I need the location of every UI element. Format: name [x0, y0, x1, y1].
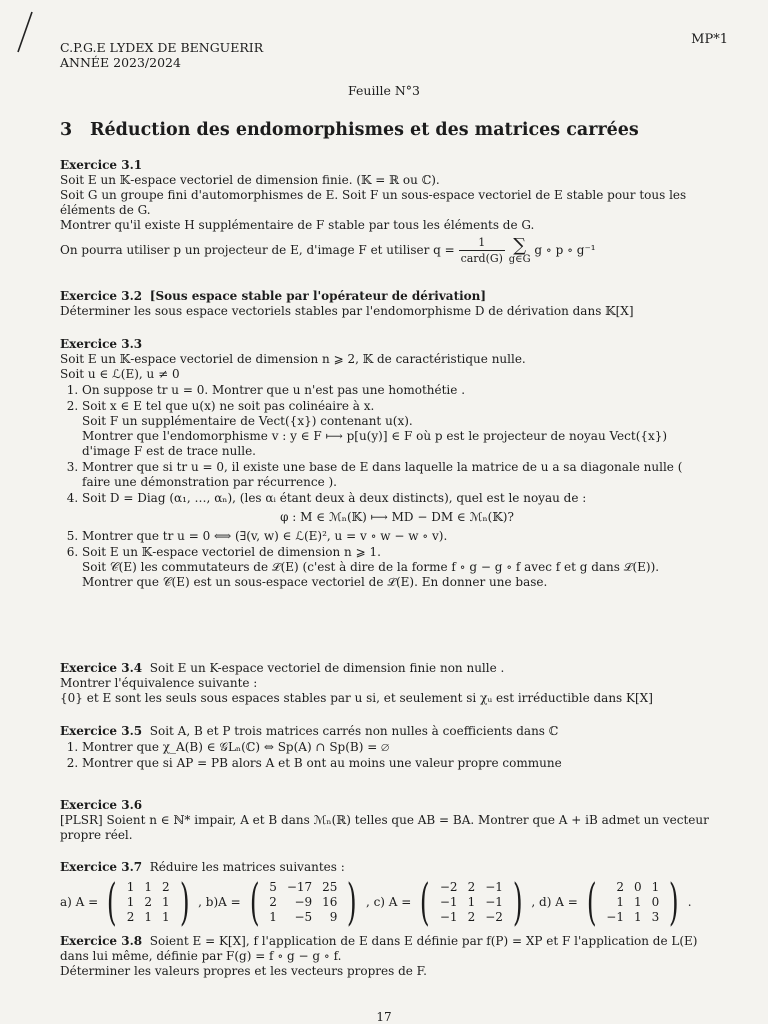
exercise-3-2: [60, 289, 712, 319]
matrix-cell: 1: [144, 879, 152, 894]
matrix: ( −2 2 −1 −1 1 −1 −1 2 −2 ): [420, 873, 523, 931]
exercise-title: Exercice 3.1: [60, 158, 143, 172]
matrix-cell: 1: [126, 894, 135, 909]
exercise-title: Exercice 3.2: [60, 289, 143, 303]
matrix-cell: 2: [144, 894, 152, 909]
list-item: 2. Montrer que si AP = PB alors A et B ont au moins une valeur propre commune: [82, 756, 712, 771]
exercise-3-8: [60, 934, 712, 979]
school-year: ANNÉE 2023/2024: [60, 55, 181, 70]
class-label: MP*1: [691, 32, 728, 47]
exercise-title: Exercice 3.6: [60, 798, 143, 812]
matrix-cell: 0: [633, 879, 642, 894]
pen-mark: [8, 8, 38, 58]
text-line: Montrer qu'il existe H supplémentaire de F stable par tous les éléments de G.: [60, 218, 535, 232]
matrix-cell: −1: [485, 894, 503, 909]
matrix-cell: −1: [439, 894, 458, 909]
matrix-list: [60, 873, 712, 931]
exercise-subtitle: Soit E un K-espace vectoriel de dimension finie non nulle .: [149, 661, 505, 675]
exercise-title: Exercice 3.8: [60, 934, 143, 948]
text-line: Montrer l'équivalence suivante :: [60, 676, 258, 690]
matrix-cell: 1: [633, 894, 642, 909]
matrix-cell: 2: [467, 909, 476, 924]
matrix-end: .: [687, 894, 692, 909]
exercise-title: Exercice 3.3: [60, 337, 143, 351]
exercise-title: Exercice 3.4: [60, 661, 143, 675]
exercise-3-6: [60, 798, 712, 843]
matrix-cell: −2: [439, 879, 458, 894]
matrix-cell: −9: [294, 894, 313, 909]
matrix-cell: −5: [294, 909, 313, 924]
exercise-title: Exercice 3.7: [60, 860, 143, 874]
exercise-3-5: [60, 724, 712, 772]
matrix-label: , b)A =: [198, 894, 241, 909]
chapter-number: 3: [60, 120, 73, 140]
matrix-cell: 1: [616, 894, 624, 909]
matrix-cell: 1: [161, 909, 170, 924]
matrix-cell: −1: [606, 909, 624, 924]
matrix-cell: 1: [144, 909, 152, 924]
matrix-cell: 5: [269, 879, 277, 894]
matrix-cell: −17: [286, 879, 313, 894]
page-number: 17: [376, 1010, 392, 1024]
list-item: 3. Montrer que si tr u = 0, il existe une base de E dans laquelle la matrice de u a sa diagonale nulle ( faire une démonstration par récurrence ).: [82, 460, 712, 490]
exercise-subtitle: [Sous espace stable par l'opérateur de dérivation]: [149, 289, 487, 303]
text-line: Soit G un groupe fini d'automorphismes de E. Soit F un sous-espace vectoriel de E stable pour tous les éléments de G.: [60, 188, 687, 217]
matrix-cell: 1: [467, 894, 476, 909]
list-item: 1. Montrer que χ_A(B) ∈ 𝒢Lₙ(ℂ) ⇔ Sp(A) ∩ Sp(B) = ∅: [82, 740, 712, 755]
fraction: $\frac{1}{\text{card(G)}}$: [460, 236, 503, 265]
matrix-cell: 2: [269, 894, 277, 909]
sum-term: g ∘ p ∘ g⁻¹: [534, 243, 596, 257]
matrix-cell: 25: [322, 879, 338, 894]
exercise-3-3: [60, 337, 712, 591]
formula: φ : M ∈ ℳₙ(𝕂) ⟼ MD − DM ∈ ℳₙ(𝕂)?: [280, 510, 514, 524]
sum-symbol: ∑ g∈G: [508, 234, 531, 265]
matrix-cell: 9: [329, 909, 338, 924]
matrix-cell: 16: [322, 894, 338, 909]
formula-line: On pourra utiliser p un projecteur de E, d'image F et utiliser q = $\frac{1}{\text{card(G)}}$ ∑ g∈G g ∘ p ∘ g⁻¹: [60, 234, 596, 265]
matrix-cell: 1: [633, 909, 642, 924]
list-item: 1. On suppose tr u = 0. Montrer que u n'est pas une homothétie .: [82, 383, 712, 398]
matrix: ( 5 −17 25 2 −9 16 1 −5 9 ): [249, 873, 358, 931]
sheet-title: Feuille N°3: [348, 83, 420, 98]
text-line: Soient E = K[X], f l'application de E dans E définie par f(P) = XP et F l'application de L(E) dans lui même, définie par F(g) = f ∘ g − g ∘ f.: [60, 934, 698, 963]
matrix-cell: 2: [126, 909, 135, 924]
matrix-cell: 2: [467, 879, 476, 894]
text-line: {0} et E sont les seuls sous espaces stables par u si, et seulement si χᵤ est irréductible dans K[X]: [60, 691, 653, 705]
text-line: Déterminer les sous espace vectoriels stables par l'endomorphisme D de dérivation dans 𝕂[X]: [60, 304, 634, 318]
list-item: 4. Soit D = Diag (α₁, …, αₙ), (les αᵢ étant deux à deux distincts), quel est le noyau de : φ : M ∈ ℳₙ(𝕂) ⟼ MD − DM ∈ ℳₙ(𝕂)?: [82, 491, 712, 525]
text-line: [PLSR] Soient n ∈ ℕ* impair, A et B dans ℳₙ(ℝ) telles que AB = BA. Montrer que A + iB admet un vecteur propre réel.: [60, 813, 709, 842]
list-item: 2. Soit x ∈ E tel que u(x) ne soit pas colinéaire à x. Soit F un supplémentaire de Vect({x}) contenant u(x). Montrer que l'endomorphisme v : y ∈ F ⟼ p[u(y)] ∈ F où p est le projecteur de noyau Vect({x}) d'image F est de trace nulle.: [82, 399, 712, 459]
matrix-cell: 2: [161, 879, 170, 894]
matrix-cell: 1: [269, 909, 277, 924]
exercise-3-4: [60, 661, 712, 706]
exercise-subtitle: Soit A, B et P trois matrices carrés non nulles à coefficients dans ℂ: [149, 724, 559, 738]
matrix-cell: 1: [126, 879, 135, 894]
matrix-label: , d) A =: [531, 894, 578, 909]
matrix-label: a) A =: [60, 894, 99, 909]
matrix: ( 2 0 1 1 1 0 −1 1 3 ): [586, 873, 679, 931]
school-name: C.P.G.E LYDEX DE BENGUERIR: [60, 40, 264, 55]
matrix-cell: 2: [616, 879, 624, 894]
text-line: Soit u ∈ ℒ(E), u ≠ 0: [60, 367, 180, 381]
matrix-cell: −1: [439, 909, 458, 924]
matrix-cell: −2: [485, 909, 503, 924]
matrix: ( 1 1 2 1 2 1 2 1 1 ): [107, 873, 190, 931]
list-item: 6. Soit E un 𝕂-espace vectoriel de dimension n ⩾ 1. Soit 𝒞(E) les commutateurs de ℒ(E) (c'est à dire de la forme f ∘ g − g ∘ f avec f et g dans ℒ(E)). Montrer que 𝒞(E) est un sous-espace vectoriel de ℒ(E). En donner une base.: [82, 545, 712, 590]
matrix-label: , c) A =: [365, 894, 412, 909]
matrix-cell: −1: [485, 879, 503, 894]
matrix-cell: 1: [651, 879, 660, 894]
exercise-title: Exercice 3.5: [60, 724, 143, 738]
text-line: Déterminer les valeurs propres et les vecteurs propres de F.: [60, 964, 427, 978]
matrix-cell: 1: [161, 894, 170, 909]
exercise-subtitle: Réduire les matrices suivantes :: [149, 860, 345, 874]
exercise-3-7: [60, 860, 712, 931]
chapter-title: Réduction des endomorphismes et des matrices carrées: [90, 120, 639, 140]
text-line: Soit E un 𝕂-espace vectoriel de dimension finie. (𝕂 = ℝ ou ℂ).: [60, 173, 440, 187]
chapter-heading: [60, 120, 639, 140]
list-item: 5. Montrer que tr u = 0 ⟺ (∃(v, w) ∈ ℒ(E)², u = v ∘ w − w ∘ v).: [82, 529, 712, 544]
matrix-cell: 3: [651, 909, 660, 924]
text-line: Soit E un 𝕂-espace vectoriel de dimension n ⩾ 2, 𝕂 de caractéristique nulle.: [60, 352, 526, 366]
matrix-cell: 0: [651, 894, 660, 909]
exercise-3-1: [60, 158, 712, 266]
